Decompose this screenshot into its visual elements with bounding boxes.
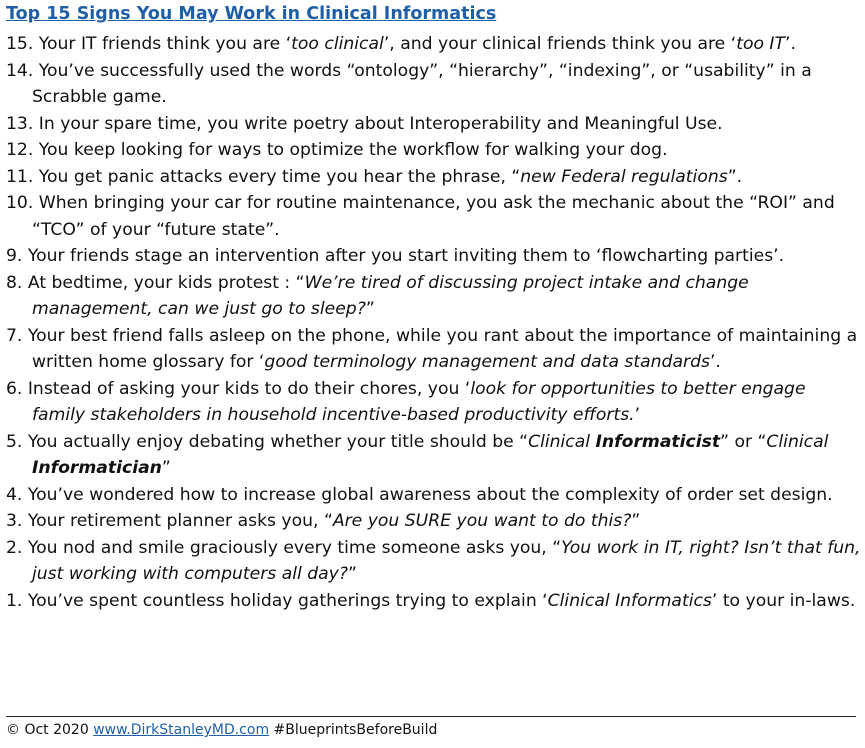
item-text: ” xyxy=(347,564,357,584)
list-item xyxy=(6,111,862,138)
list-item xyxy=(6,482,862,509)
item-text: ’ to your in-laws. xyxy=(711,590,856,611)
footer-copyright: © Oct 2020 xyxy=(6,722,89,738)
item-text: ” xyxy=(161,458,171,478)
item-text-italic: too clinical xyxy=(291,34,384,54)
item-text: 6. Instead of asking your kids to do their chores, you ‘ xyxy=(6,378,471,399)
footer-divider xyxy=(6,716,856,717)
signs-list xyxy=(6,31,862,614)
item-text: 15. Your IT friends think you are ‘ xyxy=(6,34,292,54)
item-text: 13. In your spare time, you write poetry about Interoperability and Meaningful Use. xyxy=(6,113,723,134)
footer-website-link[interactable]: www.DirkStanleyMD.com xyxy=(93,722,270,738)
document-title: Top 15 Signs You May Work in Clinical Informatics xyxy=(6,4,497,24)
item-text: 4. You’ve wondered how to increase global awareness about the complexity of order set design. xyxy=(6,484,833,505)
item-text: 12. You keep looking for ways to optimize the workflow for walking your dog. xyxy=(6,140,668,160)
item-text: ” or “ xyxy=(720,431,767,452)
list-item xyxy=(6,243,862,270)
item-text-italic: good terminology management and data standards xyxy=(264,352,710,372)
item-text: 10. When bringing your car for routine maintenance, you ask the mechanic about the “ROI” and “TCO” of your “future state”. xyxy=(6,193,835,240)
list-item xyxy=(6,58,862,111)
item-text-italic: new Federal regulations xyxy=(520,166,728,187)
footer-hashtag: #BlueprintsBeforeBuild xyxy=(273,722,438,738)
item-text: 9. Your friends stage an intervention after you start inviting them to ‘flowcharting parties’. xyxy=(6,246,785,266)
item-text-bold xyxy=(32,458,162,478)
list-item xyxy=(6,535,862,588)
item-text-italic: Clinical Informatics xyxy=(547,590,712,611)
item-text-italic: Are you SURE you want to do this? xyxy=(332,511,632,531)
item-text: ’, and your clinical friends think you are ‘ xyxy=(383,34,737,54)
footer xyxy=(6,722,437,738)
item-text: 7. Your best friend falls asleep on the phone, while you rant about the importance of maintaining a written home glossary for ‘ xyxy=(6,325,858,372)
list-item xyxy=(6,137,862,164)
item-text: ”. xyxy=(727,166,743,187)
list-item xyxy=(6,270,862,323)
item-text-italic: We’re tired of discussing project intake and change management, can we just go to sleep? xyxy=(32,272,749,319)
list-item xyxy=(6,164,862,191)
item-text-italic: Clinical xyxy=(766,431,829,452)
item-text-emphasis: Informatician xyxy=(32,458,162,478)
list-item xyxy=(6,429,862,482)
item-text-bold xyxy=(596,432,721,452)
item-text-italic: You work in IT, right? Isn’t that fun, just working with computers all day? xyxy=(32,537,861,584)
item-text-italic: look for opportunities to better engage family stakeholders in household incentive-based productivity efforts. xyxy=(32,378,806,425)
item-text: 8. At bedtime, your kids protest : “ xyxy=(6,272,305,293)
list-item xyxy=(6,31,862,58)
item-text: ’. xyxy=(709,352,721,372)
item-text: 3. Your retirement planner asks you, “ xyxy=(6,511,333,531)
item-text: 2. You nod and smile graciously every time someone asks you, “ xyxy=(6,537,562,558)
list-item xyxy=(6,508,862,535)
list-item xyxy=(6,323,862,376)
item-text-italic: Clinical xyxy=(528,431,596,452)
item-text: 14. You’ve successfully used the words “ontology”, “hierarchy”, “indexing”, or “usability” in a Scrabble game. xyxy=(6,60,812,107)
list-item xyxy=(6,376,862,429)
item-text: ’. xyxy=(785,34,796,54)
item-text: 5. You actually enjoy debating whether your title should be “ xyxy=(6,431,529,452)
item-text: 11. You get panic attacks every time you hear the phrase, “ xyxy=(6,166,521,187)
item-text-emphasis: Informaticist xyxy=(595,431,721,452)
list-item xyxy=(6,190,862,243)
item-text: 1. You’ve spent countless holiday gatherings trying to explain ‘ xyxy=(6,590,548,611)
item-text: ’ xyxy=(634,405,641,425)
item-text: ” xyxy=(365,299,375,319)
item-text-italic: too IT xyxy=(736,34,786,54)
item-text: ” xyxy=(631,511,641,531)
list-item xyxy=(6,588,862,615)
